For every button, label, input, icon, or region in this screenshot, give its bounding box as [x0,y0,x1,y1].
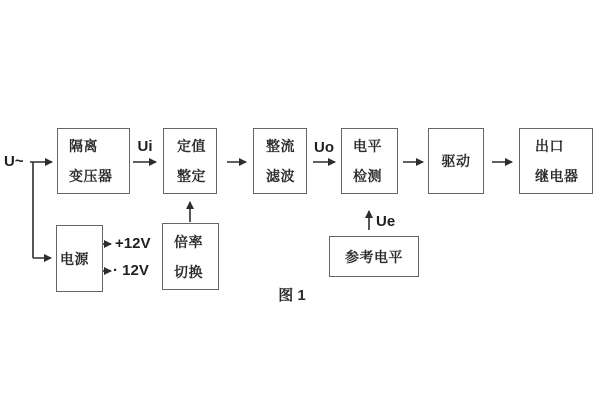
figure-caption: 图 1 [278,287,306,304]
block-power-supply [56,225,103,292]
block-label-line: 电源 [60,250,89,267]
block-label-line: 变压器 [69,168,113,184]
label-source-voltage: U~ [4,153,24,170]
block-rectifier-filter [253,128,307,194]
block-level-detect [341,128,398,194]
block-label-line: 整流 [266,138,295,154]
block-label-line: 倍率 [174,233,203,250]
block-label-line: 参考电平 [345,248,403,265]
block-drive [428,128,484,194]
block-label-line: 滤波 [266,168,295,184]
block-label-line: 电平 [353,138,382,154]
block-label-line: 出口 [535,138,564,154]
label-uo: Uo [314,139,334,156]
block-isolation-transformer [57,128,130,194]
block-label-line: 整定 [177,168,206,184]
block-setpoint-adjust [163,128,217,194]
label-ue: Ue [376,213,396,230]
block-label-line: 隔离 [69,138,98,154]
label-ui: Ui [137,138,153,155]
block-label-line: 继电器 [535,168,579,184]
block-label-line: 驱动 [441,153,471,169]
block-output-relay [519,128,593,194]
block-label-line: 检测 [353,168,382,184]
label-rail-positive: +12V [115,235,151,252]
label-rail-negative: · 12V [113,262,149,279]
block-label-line: 切换 [174,263,203,280]
block-reference-level [329,236,419,277]
block-ratio-switch [162,223,219,290]
block-label-line: 定值 [177,138,206,154]
